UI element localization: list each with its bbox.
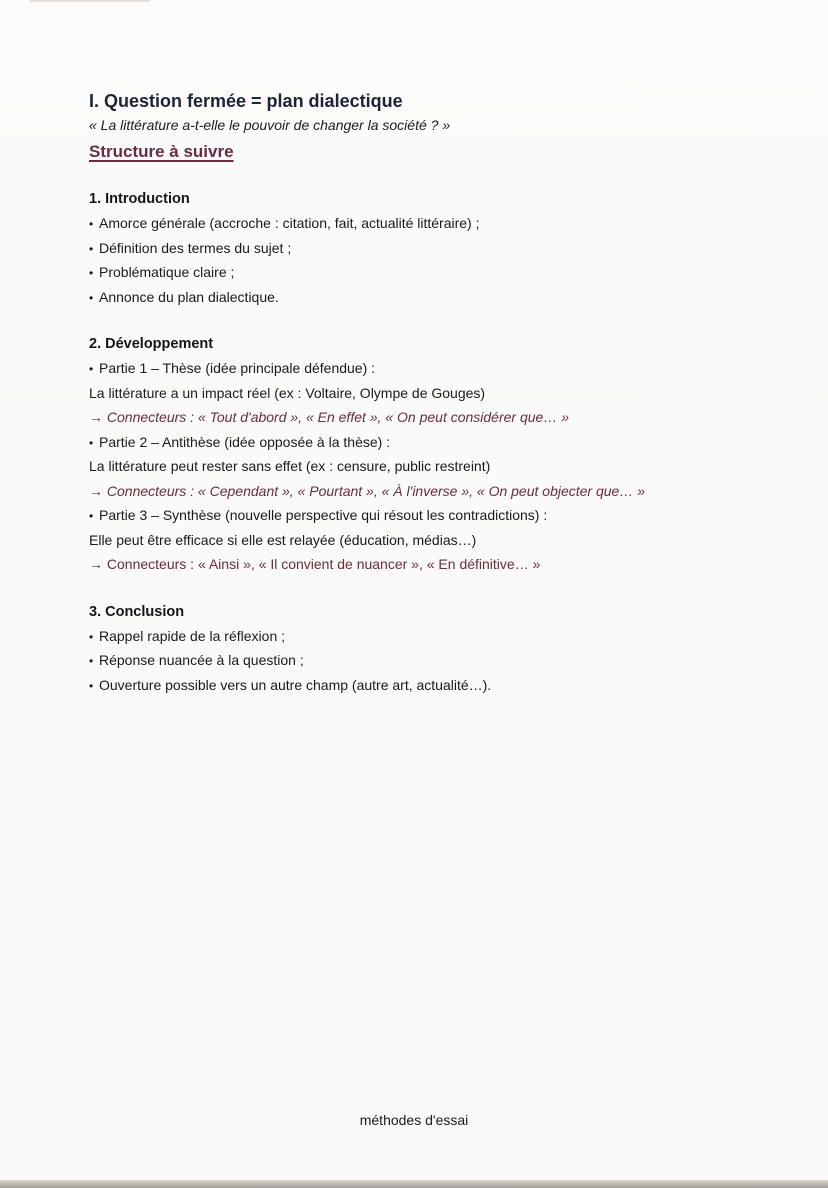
part-2-heading: • Partie 2 – Antithèse (idée opposée à la thèse) :: [89, 430, 789, 455]
page-footer: méthodes d'essai: [359, 1112, 469, 1128]
list-item: • Problématique claire ;: [89, 260, 789, 285]
subject-quote: « La littérature a-t-elle le pouvoir de changer la société ? »: [89, 117, 451, 133]
list-item: • Ouverture possible vers un autre champ (autre art, actualité…).: [89, 673, 789, 698]
list-item: • Réponse nuancée à la question ;: [89, 648, 789, 673]
paper-edge-shadow: [30, 0, 150, 2]
section-heading: 3. Conclusion: [89, 603, 185, 620]
part-2-description: La littérature peut rester sans effet (ex : censure, public restreint): [89, 458, 491, 474]
list-item: • Annonce du plan dialectique.: [89, 285, 789, 310]
part-3-description: Elle peut être efficace si elle est relayée (éducation, médias…): [89, 531, 477, 548]
list-item: • Amorce générale (accroche : citation, fait, actualité littéraire) ;: [89, 211, 789, 236]
structure-heading: Structure à suivre: [89, 142, 234, 161]
part-1-connectors: → Connecteurs : « Tout d'abord », « En effet », « On peut considérer que… »: [89, 409, 570, 425]
document-content: [89, 88, 789, 697]
section-heading: 2. Développement: [89, 336, 214, 352]
document-title: I. Question fermée = plan dialectique: [89, 91, 403, 111]
part-1-description: La littérature a un impact réel (ex : Voltaire, Olympe de Gouges): [89, 384, 486, 401]
section-conclusion: [89, 600, 789, 698]
part-2-connectors: → Connecteurs : « Cependant », « Pourtant », « À l'inverse », « On peut objecter que… »: [89, 482, 646, 499]
list-item: • Rappel rapide de la réflexion ;: [89, 624, 789, 649]
section-heading: 1. Introduction: [89, 191, 190, 207]
section-developpement: [89, 332, 789, 577]
part-1-heading: • Partie 1 – Thèse (idée principale défendue) :: [89, 356, 789, 381]
paper-bottom-edge: [0, 1180, 828, 1188]
part-3-connectors: → Connecteurs : « Ainsi », « Il convient de nuancer », « En définitive… »: [89, 556, 541, 572]
list-item: • Définition des termes du sujet ;: [89, 236, 789, 261]
part-3-heading: • Partie 3 – Synthèse (nouvelle perspective qui résout les contradictions) :: [89, 503, 789, 528]
section-introduction: [89, 187, 789, 309]
